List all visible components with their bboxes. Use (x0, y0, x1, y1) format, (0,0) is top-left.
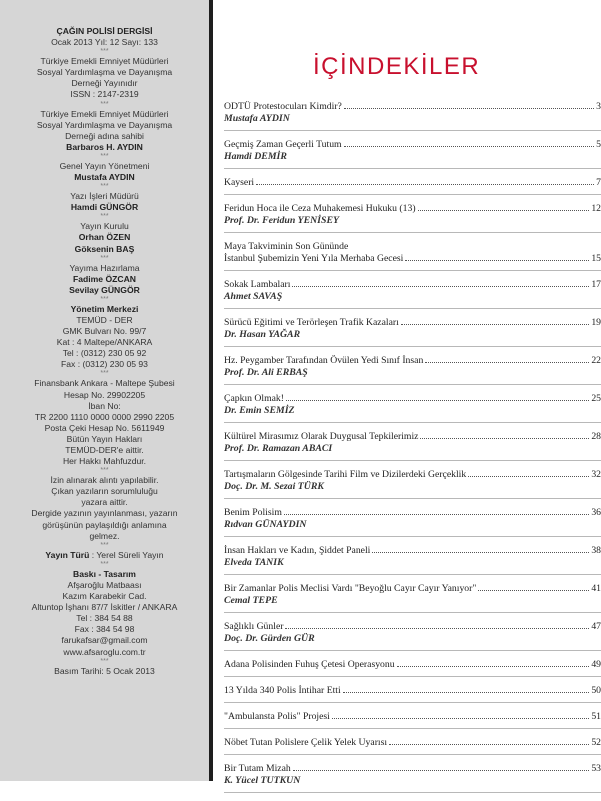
toc-entry-line (224, 583, 601, 595)
masthead-line: ISSN : 2147-2319 (70, 89, 139, 100)
masthead-line: Orhan ÖZEN (78, 232, 131, 243)
dot-leader (397, 666, 590, 667)
separator-stars: *** (100, 560, 109, 568)
masthead-line: Mustafa AYDIN (74, 172, 135, 183)
masthead-line: Genel Yayın Yönetmeni (59, 160, 150, 171)
toc-page-number: 12 (591, 203, 601, 214)
toc-page-number: 50 (591, 685, 601, 696)
toc-entry-author: Mustafa AYDIN (224, 113, 290, 124)
toc-entry-author: Prof. Dr. Feridun YENİSEY (224, 215, 339, 226)
toc-page-number: 5 (596, 139, 601, 150)
toc-entry-line (224, 737, 601, 749)
toc-entry-author: Prof. Dr. Ali ERBAŞ (224, 367, 308, 378)
toc-page-number: 49 (591, 659, 601, 670)
toc-entry-line (224, 393, 601, 405)
masthead-line: Fax : 384 54 98 (74, 624, 135, 635)
masthead-line: Türkiye Emekli Emniyet Müdürleri (40, 108, 169, 119)
entry-divider (224, 650, 601, 651)
dot-leader (478, 590, 589, 591)
toc-entry-line (224, 101, 601, 113)
toc-entry-line (224, 685, 601, 697)
entry-divider (224, 676, 601, 677)
toc-entry-line (224, 659, 601, 671)
masthead-line: Çıkan yazıların sorumluluğu (51, 486, 158, 497)
toc-entry-line (224, 621, 601, 633)
entry-divider (224, 270, 601, 271)
masthead-line: Sosyal Yardımlaşma ve Dayanışma (36, 119, 173, 130)
toc-entry-author: Prof. Dr. Ramazan ABACI (224, 443, 333, 454)
toc-entry-title: Geçmiş Zaman Geçerli Tutum (224, 139, 342, 150)
toc-entry-line (224, 469, 601, 481)
toc-entry-title: Bir Tutam Mizah (224, 763, 291, 774)
dot-leader (420, 438, 589, 439)
masthead-label: Yayın Türü (45, 549, 90, 560)
entry-divider (224, 498, 601, 499)
dot-leader (332, 718, 589, 719)
toc-entry-title: Kültürel Mirasımız Olarak Duygusal Tepkilerimiz (224, 431, 419, 442)
masthead-line: Kazım Karabekir Cad. (62, 591, 147, 602)
toc-entry-title: Tartışmaların Gölgesinde Tarihi Film ve Dizilerdeki Gerçeklik (224, 469, 467, 480)
toc-entry-title: Benim Polisim (224, 507, 282, 518)
entry-divider (224, 232, 601, 233)
masthead-line: TEMÜD-DER'e aittir. (65, 445, 144, 455)
entry-divider (224, 536, 601, 537)
toc-entry-line (224, 241, 601, 253)
separator-stars: *** (100, 467, 109, 475)
separator-stars: *** (100, 541, 109, 549)
toc-page-number: 51 (591, 711, 601, 722)
masthead-line: www.afsaroglu.com.tr (63, 646, 146, 657)
masthead-line: Hesap No. 29902205 (63, 389, 146, 400)
page-title: İÇİNDEKİLER (313, 53, 481, 80)
masthead-line: Her Hakkı Mahfuzdur. (62, 456, 147, 467)
toc-page-number: 47 (591, 621, 601, 632)
toc-entry-title: ODTÜ Protestocuları Kimdir? (224, 101, 342, 112)
dot-leader (293, 770, 590, 771)
toc-page-number: 22 (591, 355, 601, 366)
toc-entry[interactable] (224, 737, 601, 755)
toc-entry-title: Maya Takviminin Son Gününde (224, 241, 349, 252)
toc-entry[interactable] (224, 431, 601, 461)
toc-entry-line (224, 279, 601, 291)
masthead-line: Hamdi GÜNGÖR (70, 202, 139, 213)
toc-page-number: 53 (591, 763, 601, 774)
toc-entry-author: Dr. Emin SEMİZ (224, 405, 295, 416)
toc-entry-title: İstanbul Şubemizin Yeni Yıla Merhaba Gecesi (224, 253, 404, 264)
toc-entry[interactable] (224, 763, 601, 793)
toc-entry-line (224, 139, 601, 151)
toc-entry-line (224, 431, 601, 443)
toc-entry-line (224, 545, 601, 557)
masthead-line: Türkiye Emekli Emniyet Müdürleri (40, 56, 169, 67)
toc-page-number: 19 (591, 317, 601, 328)
dot-leader (344, 146, 595, 147)
toc-entry-title: Adana Polisinden Fuhuş Çetesi Operasyonu (224, 659, 395, 670)
toc-entry[interactable] (224, 393, 601, 423)
toc-page-number: 25 (591, 393, 601, 404)
toc-entry[interactable] (224, 685, 601, 703)
toc-entry-title: Sürücü Eğitimi ve Terörleşen Trafik Kazaları (224, 317, 399, 328)
masthead-line: görüşünün paylaşıldığı anlamına (42, 519, 167, 530)
masthead-line: Afşaroğlu Matbaası (67, 579, 142, 590)
masthead-line: Kat : 4 Maltepe/ANKARA (56, 337, 153, 348)
masthead-line: gelmez. (89, 530, 120, 541)
masthead-line: Yayıma Hazırlama (69, 262, 140, 273)
toc-entry-title: Hz. Peygamber Tarafından Övülen Yedi Sınıf İnsan (224, 355, 424, 366)
masthead-line: GMK Bulvarı No. 99/7 (62, 326, 147, 337)
masthead-line: Göksenin BAŞ (74, 243, 135, 254)
toc-entry-author: Ahmet SAVAŞ (224, 291, 283, 302)
masthead-line: Derneği adına sahibi (65, 130, 144, 141)
toc-entry[interactable] (224, 659, 601, 677)
masthead-line: Fax : (0312) 230 05 93 (61, 359, 148, 370)
toc-page-number: 17 (591, 279, 601, 290)
toc-entry-title: Sokak Lambaları (224, 279, 291, 290)
toc-entry-author: Dr. Hasan YAĞAR (224, 329, 301, 340)
dot-leader (389, 744, 589, 745)
toc-entry[interactable] (224, 583, 601, 613)
masthead-sidebar (0, 0, 209, 781)
toc-entry-line (224, 507, 601, 519)
dot-leader (284, 514, 589, 515)
toc-entry-author: Elveda TANIK (224, 557, 284, 568)
entry-divider (224, 346, 601, 347)
toc-entry-title: Bir Zamanlar Polis Meclisi Vardı "Beyoğlu Cayır Cayır Yanıyor" (224, 583, 477, 594)
masthead-line: Yazı İşleri Müdürü (70, 191, 139, 202)
toc-entry-author: Cemal TEPE (224, 595, 278, 606)
dot-leader (468, 476, 589, 477)
dot-leader (418, 210, 590, 211)
dot-leader (401, 324, 589, 325)
masthead-line: Posta Çeki Hesap No. 5611949 (44, 422, 165, 433)
entry-divider (224, 792, 601, 793)
masthead-line: İban No: (88, 400, 121, 411)
entry-divider (224, 130, 601, 131)
toc-entry[interactable] (224, 241, 601, 271)
toc-entry-line (224, 203, 601, 215)
dot-leader (292, 286, 589, 287)
toc-entry-line (224, 177, 601, 189)
toc-page-number: 15 (591, 253, 601, 264)
toc-entry-title: Çapkın Olmak! (224, 393, 284, 404)
toc-entry-author: Hamdi DEMİR (224, 151, 287, 162)
masthead-value: : Yerel Süreli Yayın (89, 549, 164, 560)
toc-entry-title: "Ambulansta Polis" Projesi (224, 711, 330, 722)
toc-entry-author: Rıdvan GÜNAYDIN (224, 519, 307, 530)
toc-entry[interactable] (224, 139, 601, 169)
masthead-line: TEMÜD - DER (76, 314, 133, 325)
masthead-line: İzin alınarak alıntı yapılabilir. (50, 475, 159, 486)
toc-entry[interactable] (224, 317, 601, 347)
dot-leader (425, 362, 589, 363)
separator-stars: *** (100, 370, 109, 378)
toc-entry[interactable] (224, 621, 601, 651)
dot-leader (285, 628, 589, 629)
masthead-line: Finansbank Ankara - Maltepe Şubesi (34, 378, 175, 389)
entry-divider (224, 702, 601, 703)
entry-divider (224, 754, 601, 755)
toc-entry-author: Doç. Dr. M. Sezai TÜRK (224, 481, 324, 492)
masthead-line: Basım Tarihi: 5 Ocak 2013 (54, 665, 155, 676)
toc-entry[interactable] (224, 101, 601, 131)
toc-entry[interactable] (224, 279, 601, 309)
toc-entry-title: 13 Yılda 340 Polis İntihar Etti (224, 685, 341, 696)
masthead-line: ÇAĞIN POLİSİ DERGİSİ (56, 26, 153, 36)
masthead-line: Derneği Yayınıdır (71, 78, 138, 89)
toc-page-number: 28 (591, 431, 601, 442)
dot-leader (372, 552, 589, 553)
toc-entry[interactable] (224, 469, 601, 499)
masthead-line: Yönetim Merkezi (70, 303, 139, 314)
toc-page-number: 7 (596, 177, 601, 188)
entry-divider (224, 194, 601, 195)
toc-entry-title: İnsan Hakları ve Kadın, Şiddet Paneli (224, 545, 371, 556)
masthead-line: TR 2200 1110 0000 0000 2990 2205 (34, 411, 175, 422)
masthead-line: Barbaros H. AYDIN (66, 141, 143, 152)
toc-entry[interactable] (224, 177, 601, 195)
masthead-line: Sosyal Yardımlaşma ve Dayanışma (36, 67, 173, 78)
separator-stars: *** (100, 48, 109, 56)
toc-entry-line (224, 317, 601, 329)
toc-page-number: 32 (591, 469, 601, 480)
masthead-line (4, 550, 205, 561)
toc-page-number: 3 (596, 101, 601, 112)
separator-stars: *** (100, 183, 109, 191)
toc-entry[interactable] (224, 711, 601, 729)
toc-page-number: 41 (591, 583, 601, 594)
contents-page (213, 0, 601, 786)
masthead-line: Ocak 2013 Yıl: 12 Sayı: 133 (51, 37, 158, 48)
toc-entry[interactable] (224, 355, 601, 385)
toc-entry[interactable] (224, 203, 601, 233)
entry-divider (224, 168, 601, 169)
toc-entry[interactable] (224, 545, 601, 575)
toc-entry-line (224, 253, 601, 265)
separator-stars: *** (100, 657, 109, 665)
toc-entry[interactable] (224, 507, 601, 537)
entry-divider (224, 574, 601, 575)
masthead-line: yazara aittir. (81, 497, 128, 508)
masthead-line: Sevilay GÜNGÖR (69, 284, 140, 295)
masthead-line: Bütün Yayın Hakları (66, 433, 143, 444)
toc-page-number: 38 (591, 545, 601, 556)
toc-entry-title: Feridun Hoca ile Ceza Muhakemesi Hukuku (13) (224, 203, 416, 214)
masthead-line: Dergide yazının yayınlanması, yazarın (31, 508, 178, 519)
separator-stars: *** (100, 254, 109, 262)
separator-stars: *** (100, 213, 109, 221)
toc-page-number: 52 (591, 737, 601, 748)
masthead-line: Yayın Kurulu (80, 221, 129, 232)
separator-stars: *** (100, 152, 109, 160)
dot-leader (344, 108, 594, 109)
entry-divider (224, 728, 601, 729)
separator-stars: *** (100, 295, 109, 303)
toc-entry-title: Nöbet Tutan Polislere Çelik Yelek Uyarısı (224, 737, 388, 748)
masthead-line: farukafsar@gmail.com (61, 635, 148, 646)
dot-leader (286, 400, 589, 401)
toc-entry-author: Doç. Dr. Gürden GÜR (224, 633, 315, 644)
toc-entry-title: Kayseri (224, 177, 255, 188)
toc-entry-line (224, 763, 601, 775)
masthead-line: Fadime ÖZCAN (72, 273, 137, 284)
toc-entry-title: Sağlıklı Günler (224, 621, 284, 632)
masthead-line: Baskı - Tasarım (73, 568, 136, 579)
entry-divider (224, 308, 601, 309)
separator-stars: *** (100, 100, 109, 108)
toc-page-number: 36 (591, 507, 601, 518)
table-of-contents (224, 101, 601, 801)
entry-divider (224, 460, 601, 461)
toc-entry-line (224, 355, 601, 367)
dot-leader (256, 184, 594, 185)
toc-entry-author: K. Yücel TUTKUN (224, 775, 301, 786)
masthead-line: Tel : (0312) 230 05 92 (62, 348, 147, 359)
dot-leader (343, 692, 590, 693)
entry-divider (224, 384, 601, 385)
masthead-line: Altuntop İşhanı 87/7 İskitler / ANKARA (31, 602, 178, 613)
dot-leader (405, 260, 589, 261)
masthead-line: Tel : 384 54 88 (76, 613, 133, 624)
entry-divider (224, 422, 601, 423)
entry-divider (224, 612, 601, 613)
toc-entry-line (224, 711, 601, 723)
